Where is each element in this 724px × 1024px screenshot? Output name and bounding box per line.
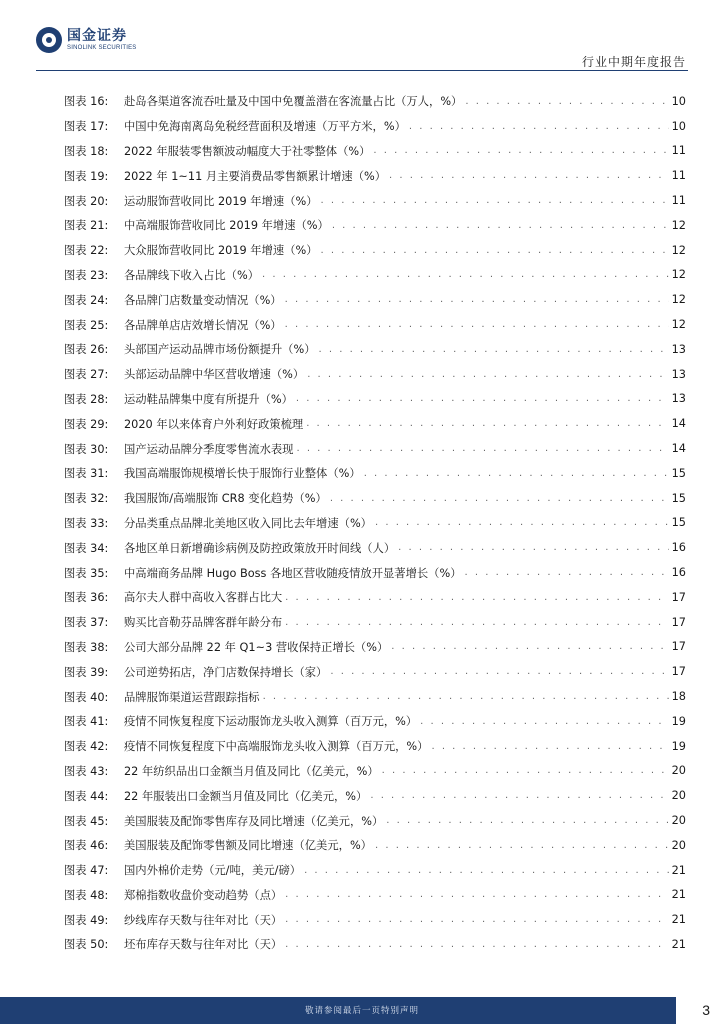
toc-entry-label: 图表 43: — [64, 764, 109, 778]
toc-leader-dots — [304, 865, 669, 876]
toc-leader-dots — [306, 418, 668, 429]
toc-entry[interactable] — [64, 238, 686, 263]
toc-entry-label: 图表 26: — [64, 343, 109, 357]
toc-entry-label: 图表 32: — [64, 492, 109, 506]
toc-leader-dots — [285, 319, 669, 330]
toc-entry-label: 图表 40: — [64, 690, 109, 704]
toc-entry-label: 图表 25: — [64, 318, 109, 332]
toc-entry-page: 11 — [671, 144, 686, 158]
toc-entry[interactable] — [64, 783, 686, 808]
toc-entry-label: 图表 33: — [64, 516, 109, 530]
toc-entry-title: 各品牌门店数量变动情况（%） — [124, 293, 282, 307]
toc-entry-page: 20 — [671, 838, 686, 852]
toc-entry-label: 图表 45: — [64, 814, 109, 828]
toc-entry[interactable] — [64, 734, 686, 759]
toc-entry-title: 公司大部分品牌 22 年 Q1~3 营收保持正增长（%） — [124, 640, 389, 654]
toc-leader-dots — [296, 393, 669, 404]
toc-entry-label: 图表 34: — [64, 541, 109, 555]
toc-entry-page: 18 — [671, 690, 686, 704]
toc-entry-page: 13 — [671, 392, 686, 406]
toc-entry-title: 纱线库存天数与往年对比（天） — [124, 913, 283, 927]
toc-leader-dots — [262, 269, 669, 280]
toc-entry-label: 图表 27: — [64, 368, 109, 382]
toc-entry-page: 20 — [671, 764, 686, 778]
toc-entry[interactable] — [64, 858, 686, 883]
toc-entry[interactable] — [64, 535, 686, 560]
report-type-label: 行业中期年度报告 — [581, 55, 686, 69]
toc-entry-title: 国内外棉价走势（元/吨，美元/磅） — [124, 864, 302, 878]
toc-entry[interactable] — [64, 337, 686, 362]
toc-entry-page: 13 — [671, 342, 686, 356]
toc-entry-label: 图表 20: — [64, 194, 109, 208]
toc-leader-dots — [321, 245, 669, 256]
toc-entry-title: 郑棉指数收盘价变动趋势（点） — [124, 888, 283, 902]
toc-leader-dots — [285, 914, 668, 925]
toc-entry[interactable] — [64, 139, 686, 164]
toc-entry-page: 11 — [671, 169, 686, 183]
page-number: 3 — [702, 1002, 710, 1018]
toc-entry[interactable] — [64, 287, 686, 312]
disclaimer-note: 敬请参阅最后一页特别声明 — [304, 1006, 419, 1016]
toc-entry-title: 购买比音勒芬品牌客群年龄分布 — [124, 616, 283, 630]
toc-leader-dots — [420, 716, 668, 727]
toc-entry[interactable] — [64, 560, 686, 585]
toc-entry-title: 头部国产运动品牌市场份额提升（%） — [124, 343, 316, 357]
toc-entry-label: 图表 42: — [64, 740, 109, 754]
toc-entry[interactable] — [64, 114, 686, 139]
toc-entry[interactable] — [64, 362, 686, 387]
toc-entry-title: 公司逆势拓店，净门店数保持增长（家） — [124, 665, 328, 679]
sinolink-logo-icon — [36, 27, 62, 53]
toc-entry-label: 图表 30: — [64, 442, 109, 456]
toc-entry-page: 12 — [671, 243, 686, 257]
toc-entry-title: 2022 年 1~11 月主要消费品零售额累计增速（%） — [124, 169, 387, 183]
toc-entry-page: 21 — [671, 863, 686, 877]
toc-entry-label: 图表 44: — [64, 789, 109, 803]
toc-entry-title: 美国服装及配饰零售额及同比增速（亿美元，%） — [124, 839, 372, 853]
toc-entry-label: 图表 23: — [64, 268, 109, 282]
toc-leader-dots — [263, 691, 669, 702]
toc-entry[interactable] — [64, 808, 686, 833]
toc-entry-title: 各品牌单店店效增长情况（%） — [124, 318, 282, 332]
toc-entry[interactable] — [64, 833, 686, 858]
toc-entry-title: 大众服饰营收同比 2019 年增速（%） — [124, 244, 318, 258]
toc-entry-page: 17 — [671, 665, 686, 679]
toc-entry-page: 13 — [671, 367, 686, 381]
toc-entry[interactable] — [64, 709, 686, 734]
toc-entry-label: 图表 36: — [64, 591, 109, 605]
page-footer — [0, 997, 724, 1024]
toc-entry[interactable] — [64, 213, 686, 238]
toc-entry-title: 美国服装及配饰零售库存及同比增速（亿美元，%） — [124, 814, 384, 828]
toc-entry-page: 16 — [671, 541, 686, 555]
toc-entry-label: 图表 35: — [64, 566, 109, 580]
toc-entry-label: 图表 21: — [64, 219, 109, 233]
toc-entry[interactable] — [64, 585, 686, 610]
toc-leader-dots — [382, 765, 669, 776]
toc-leader-dots — [296, 443, 668, 454]
toc-entry-page: 17 — [671, 590, 686, 604]
toc-leader-dots — [370, 790, 668, 801]
toc-entry[interactable] — [64, 163, 686, 188]
toc-entry-page: 21 — [671, 937, 686, 951]
toc-entry-page: 10 — [671, 119, 686, 133]
toc-entry-title: 2020 年以来体育户外利好政策梳理 — [124, 417, 304, 431]
toc-entry-page: 15 — [671, 491, 686, 505]
toc-leader-dots — [330, 493, 669, 504]
toc-entry-title: 2022 年服装零售额波动幅度大于社零整体（%） — [124, 144, 371, 158]
toc-entry-page: 16 — [671, 566, 686, 580]
toc-leader-dots — [465, 567, 669, 578]
toc-entry[interactable] — [64, 659, 686, 684]
toc-entry-page: 12 — [671, 268, 686, 282]
toc-entry[interactable] — [64, 486, 686, 511]
toc-entry-title: 疫情不同恢复程度下中高端服饰龙头收入测算（百万元，%） — [124, 740, 429, 754]
toc-entry-page: 17 — [671, 640, 686, 654]
toc-entry-label: 图表 38: — [64, 640, 109, 654]
toc-entry-page: 21 — [671, 913, 686, 927]
toc-entry-page: 20 — [671, 814, 686, 827]
toc-entry[interactable] — [64, 610, 686, 635]
toc-leader-dots — [330, 666, 668, 677]
toc-entry-title: 中国中免海南离岛免税经营面积及增速（万平方米，%） — [124, 120, 406, 134]
toc-leader-dots — [285, 592, 668, 603]
toc-entry-title: 运动服饰营收同比 2019 年增速（%） — [124, 194, 318, 208]
toc-entry-page: 15 — [671, 516, 686, 530]
toc-entry-title: 中高端服饰营收同比 2019 年增速（%） — [124, 219, 329, 233]
toc-entry[interactable] — [64, 89, 686, 114]
toc-entry-label: 图表 24: — [64, 293, 109, 307]
toc-entry[interactable] — [64, 411, 686, 436]
toc-entry-label: 图表 19: — [64, 169, 109, 183]
toc-entry[interactable] — [64, 684, 686, 709]
toc-entry-label: 图表 41: — [64, 715, 109, 729]
header-divider — [36, 70, 688, 71]
toc-entry-page: 11 — [671, 194, 686, 208]
toc-entry[interactable] — [64, 312, 686, 337]
toc-entry-label: 图表 37: — [64, 616, 109, 630]
toc-leader-dots — [409, 121, 669, 132]
toc-leader-dots — [285, 617, 668, 628]
toc-entry-title: 分品类重点品牌北美地区收入同比去年增速（%） — [124, 516, 372, 530]
toc-entry-label: 图表 49: — [64, 913, 109, 927]
toc-leader-dots — [391, 641, 668, 652]
toc-entry-label: 图表 18: — [64, 144, 109, 158]
toc-entry-page: 21 — [671, 888, 686, 902]
toc-entry[interactable] — [64, 263, 686, 288]
logo-text — [67, 29, 136, 51]
toc-leader-dots — [386, 815, 668, 826]
page-header — [0, 0, 724, 72]
toc-entry-page: 14 — [671, 417, 686, 431]
figure-table-of-contents — [64, 89, 686, 957]
toc-entry-title: 品牌服饰渠道运营跟踪指标 — [124, 690, 260, 704]
toc-entry-label: 图表 16: — [64, 95, 109, 109]
toc-entry-title: 中高端商务品牌 Hugo Boss 各地区营收随疫情放开显著增长（%） — [124, 566, 462, 580]
toc-entry-label: 图表 47: — [64, 864, 109, 878]
toc-entry[interactable] — [64, 511, 686, 536]
toc-leader-dots — [364, 468, 669, 479]
toc-leader-dots — [373, 145, 668, 156]
toc-entry[interactable] — [64, 436, 686, 461]
toc-entry-title: 22 年服装出口金额当月值及同比（亿美元，%） — [124, 789, 368, 803]
toc-entry-page: 15 — [671, 466, 686, 480]
page-number-box — [676, 997, 724, 1024]
toc-leader-dots — [465, 96, 668, 107]
toc-leader-dots — [321, 195, 669, 206]
toc-entry-label: 图表 39: — [64, 665, 109, 679]
toc-entry-title: 疫情不同恢复程度下运动服饰龙头收入测算（百万元，%） — [124, 715, 418, 729]
toc-entry-title: 各地区单日新增确诊病例及防控政策放开时间线（人） — [124, 541, 396, 555]
toc-leader-dots — [431, 741, 668, 752]
toc-entry-page: 12 — [671, 318, 686, 332]
sinolink-logo — [36, 27, 136, 53]
toc-entry-title: 高尔夫人群中高收入客群占比大 — [124, 591, 283, 605]
toc-entry[interactable] — [64, 635, 686, 660]
toc-leader-dots — [375, 517, 669, 528]
toc-entry[interactable] — [64, 932, 686, 957]
toc-entry-label: 图表 28: — [64, 392, 109, 406]
toc-entry-page: 10 — [671, 94, 686, 108]
toc-entry-title: 运动鞋品牌集中度有所提升（%） — [124, 392, 293, 406]
toc-entry-page: 14 — [671, 442, 686, 456]
toc-leader-dots — [398, 542, 668, 553]
toc-entry[interactable] — [64, 188, 686, 213]
toc-entry-title: 22 年纺织品出口金额当月值及同比（亿美元，%） — [124, 764, 379, 778]
toc-entry-page: 17 — [671, 615, 686, 629]
toc-leader-dots — [285, 294, 669, 305]
toc-leader-dots — [319, 344, 669, 355]
toc-entry-title: 赴岛各渠道客流吞吐量及中国中免覆盖潜在客流量占比（万人，%） — [124, 95, 463, 109]
toc-entry-page: 19 — [671, 714, 686, 728]
toc-entry-label: 图表 17: — [64, 120, 109, 134]
toc-leader-dots — [375, 840, 669, 851]
toc-entry-label: 图表 29: — [64, 417, 109, 431]
toc-entry-title: 国产运动品牌分季度零售流水表现 — [124, 442, 294, 456]
toc-entry-title: 各品牌线下收入占比（%） — [124, 268, 260, 282]
toc-leader-dots — [332, 220, 669, 231]
logo-english-name: SINOLINK SECURITIES — [67, 45, 137, 51]
toc-entry-label: 图表 46: — [64, 839, 109, 853]
toc-entry-title: 我国高端服饰规模增长快于服饰行业整体（%） — [124, 467, 361, 481]
logo-chinese-name: 国金证券 — [67, 28, 127, 44]
toc-entry[interactable] — [64, 461, 686, 486]
toc-entry[interactable] — [64, 759, 686, 784]
toc-leader-dots — [285, 939, 668, 950]
toc-leader-dots — [389, 170, 669, 181]
toc-entry-title: 我国服饰/高端服饰 CR8 变化趋势（%） — [124, 492, 327, 506]
toc-entry-page: 19 — [671, 739, 686, 753]
toc-entry-label: 图表 50: — [64, 938, 109, 952]
toc-entry-label: 图表 31: — [64, 467, 109, 481]
toc-leader-dots — [285, 889, 668, 900]
toc-entry-title: 头部运动品牌中华区营收增速（%） — [124, 368, 305, 382]
toc-entry[interactable] — [64, 387, 686, 412]
toc-entry-page: 12 — [671, 293, 686, 307]
toc-entry-title: 坯布库存天数与往年对比（天） — [124, 938, 283, 952]
toc-entry-label: 图表 48: — [64, 888, 109, 902]
toc-entry[interactable] — [64, 883, 686, 908]
toc-leader-dots — [307, 369, 668, 380]
toc-entry[interactable] — [64, 907, 686, 932]
toc-entry-page: 20 — [671, 789, 686, 803]
toc-entry-page: 12 — [671, 218, 686, 232]
toc-entry-label: 图表 22: — [64, 244, 109, 258]
